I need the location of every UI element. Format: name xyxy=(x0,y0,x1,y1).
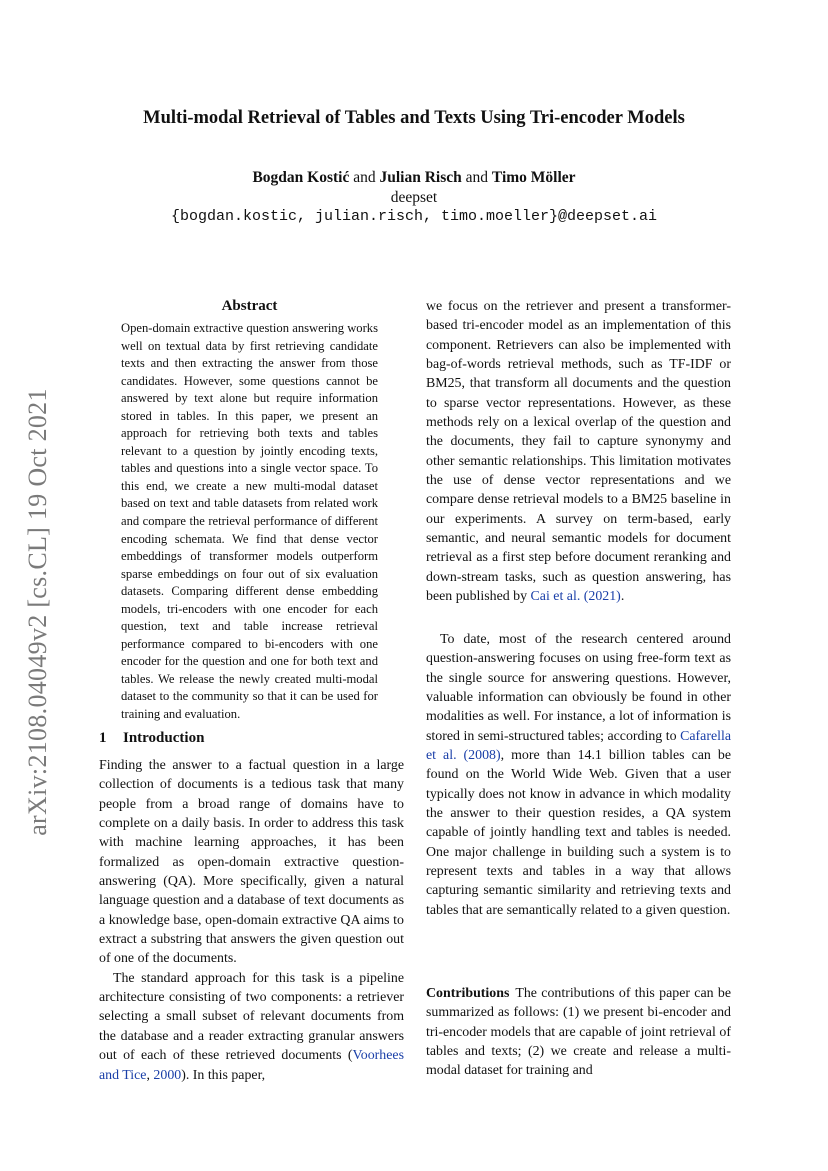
paper-title: Multi-modal Retrieval of Tables and Texts Using Tri-encoder Models xyxy=(143,108,685,128)
contributions-heading: Contributions xyxy=(426,986,510,1001)
paragraph-text: To date, most of the research centered around question-answering focuses on using free-form text as the single source for answering questions. However, valuable information can obviously be found in other modalities as well. For instance, a lot of information is stored in semi-structured tables; according to xyxy=(426,632,731,744)
author-name: Timo Möller xyxy=(491,169,576,186)
intro-paragraph-1: Finding the answer to a factual question in a large collection of documents is a tedious task that many people from a broad range of domains have to complete on a daily basis. In order to address this task with machine learning approaches, it has been formalized as open-domain extractive question-answering (QA). More specifically, given a natural language question and a database of text documents as a knowledge base, open-domain extractive QA aims to extract a substring that answers the given question out of one of the documents. xyxy=(99,758,404,967)
citation-link[interactable]: Cai et al. (2021) xyxy=(530,589,621,605)
author-list xyxy=(60,168,768,188)
author-name: Julian Risch xyxy=(379,169,462,186)
section-title: Introduction xyxy=(123,730,205,746)
paragraph-text: , xyxy=(146,1067,154,1083)
paragraph-text: we focus on the retriever and present a transformer-based tri-encoder model as an implementation of this component. Retrievers can also be implemented with bag-of-words retrieval methods, such as TF-IDF or BM25, that transform all documents and the question to sparse vector representations. However, as these methods rely on a lexical overlap of the question and the documents, they fail to capture synonymy and other semantic relationships. This limitation motivates the use of dense vector representations and we compare dense retrieval models to a BM25 baseline in our experiments. A survey on term-based, early semantic, and neural semantic models for document retrieval as a first step before document reranking and down-stream tasks, such as question answering, has been published by xyxy=(426,299,731,605)
intro-paragraph-2 xyxy=(99,969,404,1085)
contributions-paragraph xyxy=(426,984,731,1081)
citation-year-link[interactable]: 2000 xyxy=(153,1067,182,1083)
author-separator: and xyxy=(465,169,489,186)
right-column-paragraph-1 xyxy=(426,297,731,607)
paragraph xyxy=(426,297,731,607)
author-name: Bogdan Kostić xyxy=(252,169,350,186)
right-column-paragraph-2 xyxy=(426,630,731,920)
affiliation: deepset xyxy=(390,189,438,206)
citation-link[interactable]: Cafarella et al. (2008) xyxy=(426,728,731,764)
citation-link[interactable]: Voorhees and Tice xyxy=(99,1048,404,1083)
introduction-body xyxy=(99,756,404,1085)
paragraph-text: ). In this paper, xyxy=(181,1067,266,1083)
section-number: 1 xyxy=(99,730,107,746)
paragraph-text: . xyxy=(620,589,625,605)
abstract-heading: Abstract xyxy=(221,298,278,314)
author-separator: and xyxy=(353,169,376,186)
paragraph-text: The standard approach for this task is a pipeline architecture consisting of two components: a retriever selecting a small subset of relevant documents from the database and a reader extracting granular answers out of each of these retrieved documents ( xyxy=(99,970,404,1064)
arxiv-identifier: arXiv:2108.04049v2 [cs.CL] 19 Oct 2021 xyxy=(23,388,52,836)
author-emails: {bogdan.kostic, julian.risch, timo.moeller}@deepset.ai xyxy=(170,208,658,225)
paragraph-text: , more than 14.1 billion tables can be found on the World Wide Web. Given that a user typically does not know in advance in which modality the answer to their question resides, a QA system capable of jointly handling text and tables is needed. One major challenge in building such a system is to represent texts and tables in a way that allows capturing semantic similarity and retrieving texts and tables that are semantically related to a given question. xyxy=(426,748,732,918)
section-heading-introduction xyxy=(99,728,204,748)
paragraph-text: The contributions of this paper can be summarized as follows: (1) we present bi-encoder and tri-encoder models that are capable of joint retrieval of tables and texts; (2) we create and release a multi-modal dataset for training and xyxy=(426,986,731,1079)
abstract-text: Open-domain extractive question answering works well on textual data by first retrieving candidate texts and then extracting the answer from those candidates. However, some questions cannot be answered by text alone but require information stored in tables. In this paper, we present an approach for retrieving both texts and tables relevant to a question by jointly encoding texts, tables and questions into a single vector space. To this end, we create a new multi-modal dataset based on text and table datasets from related work and compare the retrieval performance of different encoding schemata. We find that dense vector embeddings of transformer models outperform sparse embeddings on four out of six evaluation datasets. Comparing different dense embedding models, tri-encoders with one encoder for each question, text and table increase retrieval performance compared to bi-encoders with one encoder for the question and one for both text and tables. We release the newly created multi-modal dataset to the community so that it can be used for training and evaluation. xyxy=(121,321,378,722)
